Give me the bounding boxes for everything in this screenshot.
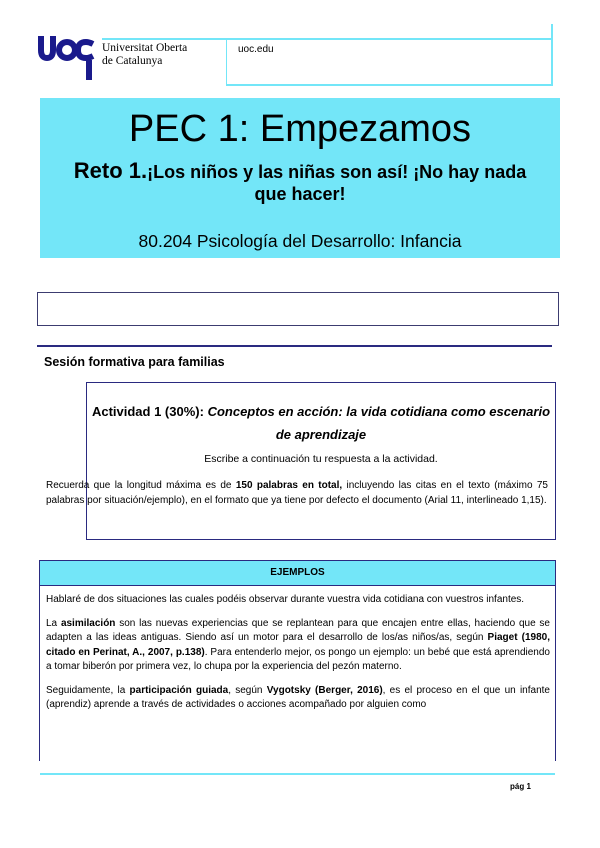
examples-paragraph-2 bbox=[46, 617, 550, 675]
page-number: pág 1 bbox=[510, 782, 531, 791]
p2-text-c: son las nuevas experiencias que se replantean para que encajen entre ellas, haciendo que se adapten a las ideas antiguas. Siendo así un motor para el desarrollo de los/as niños/as, según bbox=[46, 617, 550, 643]
p3-citation: Vygotsky (Berger, 2016) bbox=[266, 684, 383, 696]
document-title: PEC 1: Empezamos bbox=[128, 108, 472, 150]
challenge-subtitle bbox=[60, 160, 540, 205]
section-title: Sesión formativa para familias bbox=[44, 355, 225, 369]
p2-text-e: . Para entenderlo mejor, os pongo un ejemplo: un bebé que está aprendiendo a tomar biberón por primera vez, lo chupa por la experiencia del pezón materno. bbox=[46, 646, 550, 672]
challenge-subtitle-lead: Reto 1. bbox=[73, 158, 148, 183]
header-right-line bbox=[551, 24, 553, 86]
examples-heading: EJEMPLOS bbox=[270, 567, 325, 578]
p2-text-a: La bbox=[46, 617, 61, 629]
activity-body-end: incluyendo las citas en el texto (máximo 75 palabras por situación/ejemplo), en el formato que ya tiene por defecto el documento (Arial 11, interlineado 1,15). bbox=[46, 480, 548, 506]
activity-body-bold: 150 palabras en total, bbox=[235, 480, 343, 491]
p3-text-e: , es el proceso en el que un infante (aprendiz) aprende a través de actividades o acciones acompañado por alguien como bbox=[46, 684, 550, 710]
p3-text-c: , según bbox=[228, 684, 267, 696]
activity-title-prefix: Actividad 1 (30%): bbox=[91, 404, 204, 419]
p2-term-asimilacion: asimilación bbox=[60, 617, 116, 629]
examples-text bbox=[46, 593, 550, 722]
header-top-line bbox=[102, 38, 552, 40]
activity-body-start: Recuerda que la longitud máxima es de bbox=[46, 480, 236, 491]
footer-line bbox=[40, 773, 555, 775]
empty-box[interactable] bbox=[37, 292, 559, 326]
uoc-url[interactable]: uoc.edu bbox=[238, 44, 274, 55]
course-name: 80.204 Psicología del Desarrollo: Infancia bbox=[138, 231, 462, 251]
p2-citation: Piaget (1980, citado en Perinat, A., 2007, p.138) bbox=[46, 632, 550, 658]
uoc-logo bbox=[36, 34, 96, 80]
examples-paragraph-1: Hablaré de dos situaciones las cuales podéis observar durante vuestra vida cotidiana con vuestros infantes. bbox=[46, 594, 525, 605]
p3-text-a: Seguidamente, la bbox=[46, 684, 130, 696]
university-name bbox=[102, 42, 222, 68]
header-bottom-line bbox=[226, 84, 552, 86]
activity-title bbox=[88, 400, 554, 446]
challenge-subtitle-rest: ¡Los niños y las niñas son así! ¡No hay nada que hacer! bbox=[147, 162, 527, 204]
header-divider bbox=[226, 40, 227, 86]
p3-term-participacion: participación guiada bbox=[129, 684, 229, 696]
examples-paragraph-3 bbox=[46, 684, 550, 713]
university-name-line2: de Catalunya bbox=[102, 55, 163, 67]
activity-body bbox=[46, 478, 548, 508]
activity-title-italic: Conceptos en acción: la vida cotidiana como escenario de aprendizaje bbox=[207, 404, 551, 442]
activity-instruction: Escribe a continuación tu respuesta a la actividad. bbox=[204, 453, 438, 465]
university-name-line1: Universitat Oberta bbox=[102, 42, 188, 54]
section-divider bbox=[37, 345, 552, 347]
